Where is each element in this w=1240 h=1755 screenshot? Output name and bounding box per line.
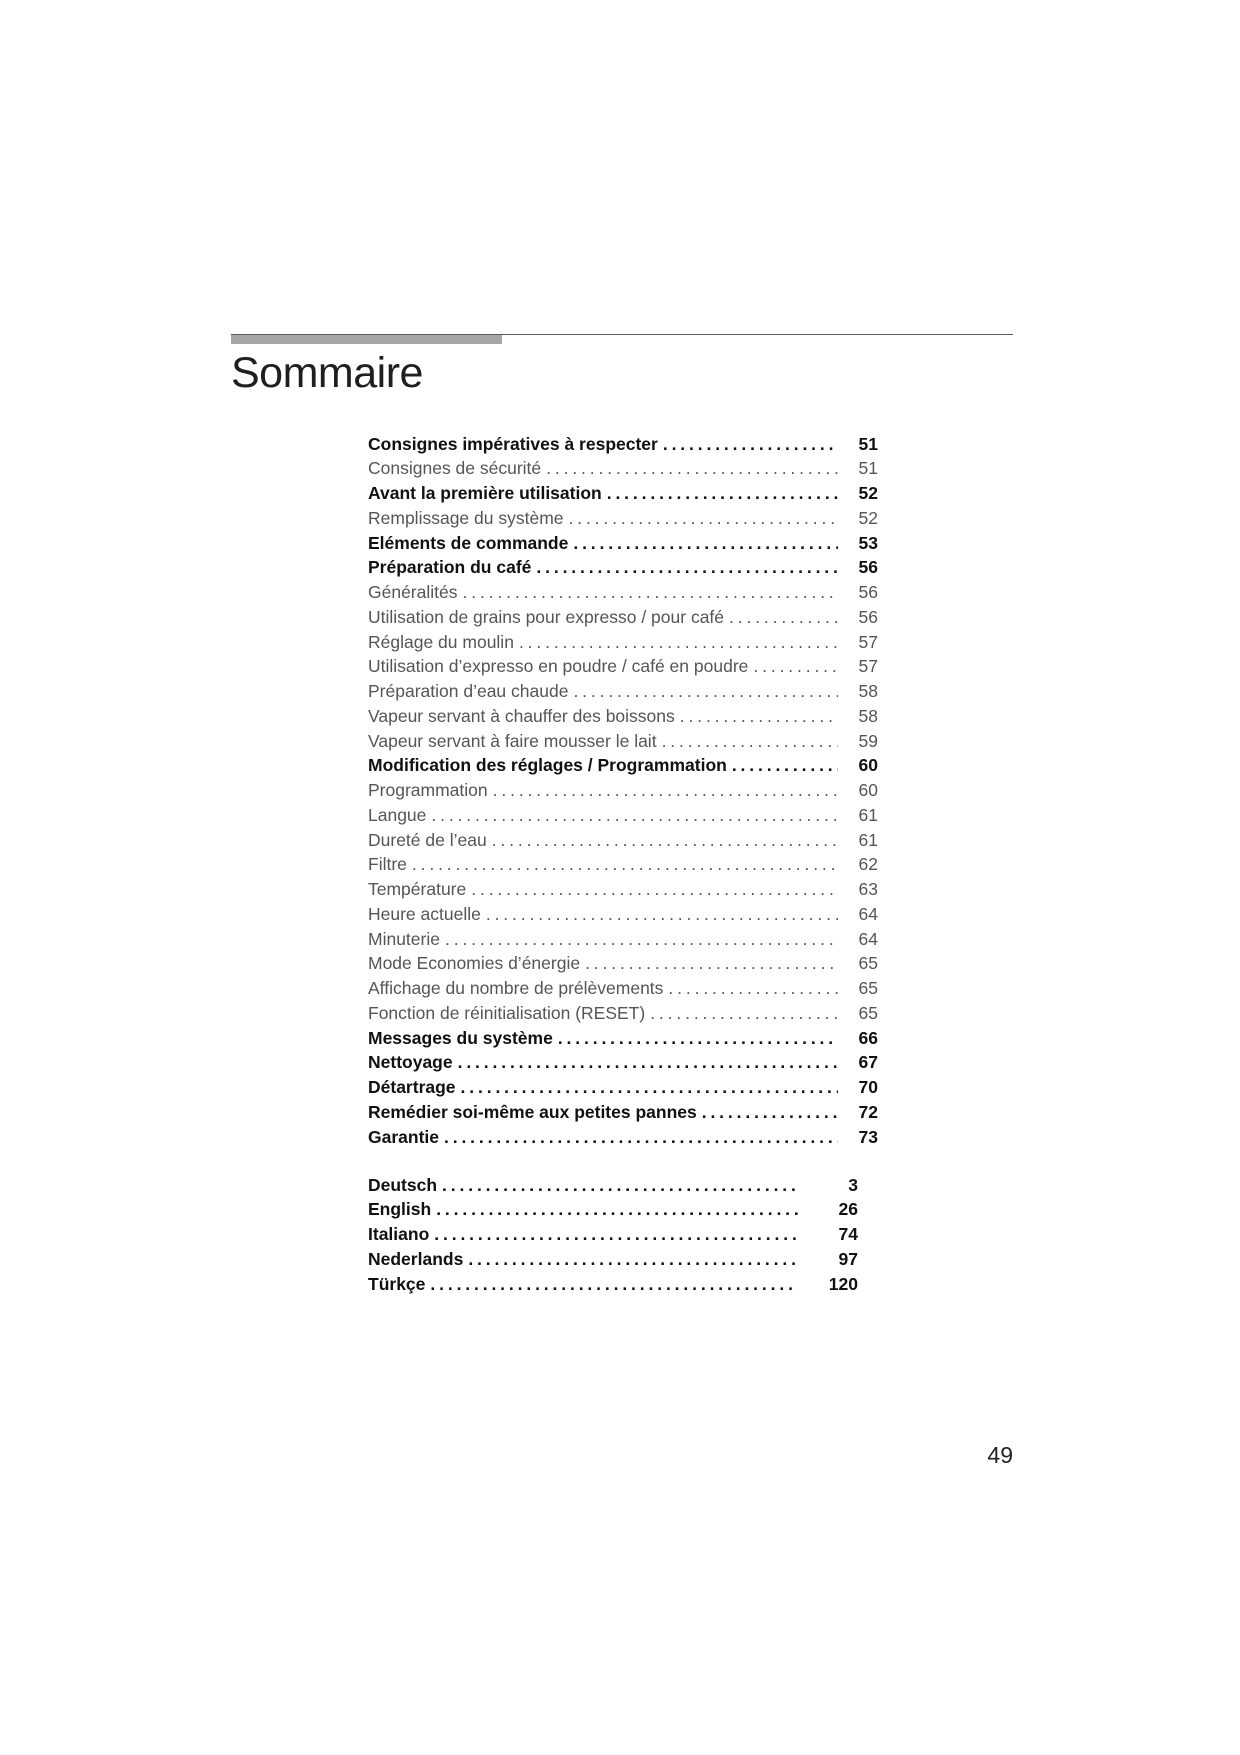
toc-entry[interactable]	[368, 952, 878, 977]
toc-entry[interactable]	[368, 482, 878, 507]
toc-entry-title: Fonction de réinitialisation (RESET)	[368, 1002, 646, 1023]
toc-entry-title: Nederlands	[368, 1248, 464, 1269]
table-of-contents	[368, 432, 878, 1150]
toc-entry-title: Préparation d’eau chaude	[368, 681, 569, 702]
toc-entry-title: Généralités	[368, 582, 458, 603]
toc-entry-page-number: 57	[858, 631, 878, 652]
toc-dot-leader	[558, 1030, 838, 1048]
page-title: Sommaire	[231, 349, 423, 397]
toc-entry-title: Mode Economies d’énergie	[368, 953, 581, 974]
language-index	[368, 1173, 878, 1297]
toc-dot-leader	[431, 807, 838, 825]
toc-entry-page-number: 56	[858, 582, 878, 603]
toc-entry-title: Utilisation d’expresso en poudre / café en poudre	[368, 656, 749, 677]
toc-entry-page-number: 61	[858, 804, 878, 825]
toc-dot-leader	[445, 931, 838, 949]
toc-entry[interactable]	[368, 531, 878, 556]
toc-entry-title: Consignes impératives à respecter	[368, 433, 658, 454]
toc-entry-title: Vapeur servant à chauffer des boissons	[368, 705, 675, 726]
toc-entry-page-number: 59	[858, 730, 878, 751]
toc-entry-page-number: 58	[858, 705, 878, 726]
toc-entry-title: Affichage du nombre de prélèvements	[368, 978, 664, 999]
toc-dot-leader	[573, 535, 838, 553]
toc-dot-leader	[663, 436, 838, 454]
page-number: 49	[987, 1442, 1013, 1468]
toc-dot-leader	[573, 683, 838, 701]
toc-entry[interactable]	[368, 1076, 878, 1101]
toc-dot-leader	[461, 1079, 838, 1097]
toc-entry[interactable]	[368, 457, 878, 482]
header-rule-accent	[231, 334, 502, 344]
toc-entry-page-number: 65	[858, 978, 878, 999]
toc-entry[interactable]	[368, 630, 878, 655]
toc-entry-page-number: 53	[858, 532, 878, 553]
toc-dot-leader	[662, 733, 838, 751]
toc-entry-title: Température	[368, 879, 467, 900]
toc-entry-page-number: 65	[858, 1002, 878, 1023]
toc-dot-leader	[444, 1129, 838, 1147]
toc-entry-page-number: 72	[858, 1101, 878, 1122]
toc-entry-title: Utilisation de grains pour expresso / pour café	[368, 606, 725, 627]
toc-entry[interactable]	[368, 1001, 878, 1026]
toc-entry-title: Minuterie	[368, 928, 440, 949]
toc-entry-title: Réglage du moulin	[368, 631, 514, 652]
toc-entry-title: Messages du système	[368, 1027, 553, 1048]
header-rule	[231, 334, 1013, 335]
toc-entry-page-number: 120	[828, 1273, 858, 1294]
toc-entry-title: Programmation	[368, 780, 488, 801]
toc-entry[interactable]	[368, 803, 878, 828]
toc-entry-page-number: 52	[858, 507, 878, 528]
toc-entry[interactable]	[368, 556, 878, 581]
toc-entry-page-number: 60	[858, 755, 878, 776]
toc-entry-page-number: 52	[858, 483, 878, 504]
toc-dot-leader	[732, 757, 838, 775]
toc-entry[interactable]	[368, 1125, 878, 1150]
toc-entry[interactable]	[368, 1223, 858, 1248]
toc-entry[interactable]	[368, 605, 878, 630]
toc-entry[interactable]	[368, 655, 878, 680]
toc-entry-page-number: 58	[858, 681, 878, 702]
toc-dot-leader	[430, 1276, 798, 1294]
toc-entry-page-number: 66	[858, 1027, 878, 1048]
toc-entry-title: Garantie	[368, 1126, 439, 1147]
toc-dot-leader	[607, 485, 838, 503]
toc-entry[interactable]	[368, 680, 878, 705]
toc-entry-page-number: 56	[858, 557, 878, 578]
toc-entry[interactable]	[368, 1100, 878, 1125]
toc-entry-title: Eléments de commande	[368, 532, 569, 553]
toc-entry[interactable]	[368, 754, 878, 779]
toc-entry-page-number: 74	[838, 1224, 858, 1245]
toc-entry[interactable]	[368, 432, 878, 457]
toc-entry-page-number: 70	[858, 1077, 878, 1098]
toc-entry-title: Préparation du café	[368, 557, 532, 578]
toc-entry-page-number: 62	[858, 854, 878, 875]
toc-dot-leader	[434, 1226, 798, 1244]
toc-entry[interactable]	[368, 1198, 858, 1223]
toc-dot-leader	[546, 460, 838, 478]
toc-entry-title: Langue	[368, 804, 427, 825]
toc-entry-page-number: 3	[848, 1174, 858, 1195]
toc-entry-title: Türkçe	[368, 1273, 426, 1294]
toc-entry[interactable]	[368, 1247, 858, 1272]
toc-entry[interactable]	[368, 1026, 878, 1051]
toc-entry-page-number: 73	[858, 1126, 878, 1147]
toc-dot-leader	[458, 1054, 838, 1072]
toc-entry-title: Détartrage	[368, 1077, 456, 1098]
toc-entry-page-number: 97	[838, 1248, 858, 1269]
toc-entry[interactable]	[368, 927, 878, 952]
toc-entry[interactable]	[368, 704, 878, 729]
toc-dot-leader	[702, 1104, 838, 1122]
toc-entry[interactable]	[368, 729, 878, 754]
toc-entry[interactable]	[368, 977, 878, 1002]
toc-entry[interactable]	[368, 902, 878, 927]
toc-entry-page-number: 57	[858, 656, 878, 677]
toc-dot-leader	[463, 584, 839, 602]
toc-dot-leader	[486, 906, 838, 924]
toc-entry-title: Nettoyage	[368, 1052, 453, 1073]
toc-entry[interactable]	[368, 581, 878, 606]
toc-entry-page-number: 26	[838, 1199, 858, 1220]
toc-dot-leader	[412, 856, 838, 874]
toc-entry-page-number: 61	[858, 829, 878, 850]
toc-entry-title: Avant la première utilisation	[368, 483, 602, 504]
toc-dot-leader	[729, 609, 838, 627]
toc-dot-leader	[680, 708, 838, 726]
toc-entry-title: Deutsch	[368, 1174, 438, 1195]
toc-entry[interactable]	[368, 779, 878, 804]
toc-entry-title: Consignes de sécurité	[368, 458, 542, 479]
toc-dot-leader	[519, 634, 838, 652]
toc-entry-title: Italiano	[368, 1224, 430, 1245]
toc-entry-page-number: 51	[858, 458, 878, 479]
toc-entry-title: English	[368, 1199, 432, 1220]
toc-dot-leader	[471, 881, 838, 899]
toc-entry[interactable]	[368, 1051, 878, 1076]
toc-dot-leader	[492, 832, 838, 850]
toc-dot-leader	[585, 955, 838, 973]
toc-entry-title: Vapeur servant à faire mousser le lait	[368, 730, 657, 751]
toc-entry-page-number: 67	[858, 1052, 878, 1073]
toc-dot-leader	[569, 510, 839, 528]
toc-dot-leader	[436, 1201, 798, 1219]
toc-entry-title: Heure actuelle	[368, 903, 481, 924]
toc-dot-leader	[668, 980, 838, 998]
toc-entry-page-number: 64	[858, 928, 878, 949]
toc-entry-page-number: 56	[858, 606, 878, 627]
toc-dot-leader	[650, 1005, 838, 1023]
toc-entry-page-number: 51	[858, 433, 878, 454]
toc-entry-title: Filtre	[368, 854, 407, 875]
toc-entry-title: Remédier soi-même aux petites pannes	[368, 1101, 697, 1122]
toc-entry[interactable]	[368, 878, 878, 903]
toc-entry-page-number: 60	[858, 780, 878, 801]
toc-entry-page-number: 64	[858, 903, 878, 924]
toc-entry-title: Modification des réglages / Programmation	[368, 755, 727, 776]
toc-entry[interactable]	[368, 506, 878, 531]
toc-entry-title: Remplissage du système	[368, 507, 564, 528]
toc-entry-page-number: 65	[858, 953, 878, 974]
toc-entry-page-number: 63	[858, 879, 878, 900]
toc-entry[interactable]	[368, 1272, 858, 1297]
toc-dot-leader	[753, 658, 838, 676]
toc-entry[interactable]	[368, 853, 878, 878]
toc-dot-leader	[468, 1251, 798, 1269]
toc-dot-leader	[536, 559, 838, 577]
toc-dot-leader	[442, 1177, 798, 1195]
toc-entry[interactable]	[368, 1173, 858, 1198]
toc-dot-leader	[493, 782, 838, 800]
toc-entry-title: Dureté de l’eau	[368, 829, 487, 850]
toc-entry[interactable]	[368, 828, 878, 853]
